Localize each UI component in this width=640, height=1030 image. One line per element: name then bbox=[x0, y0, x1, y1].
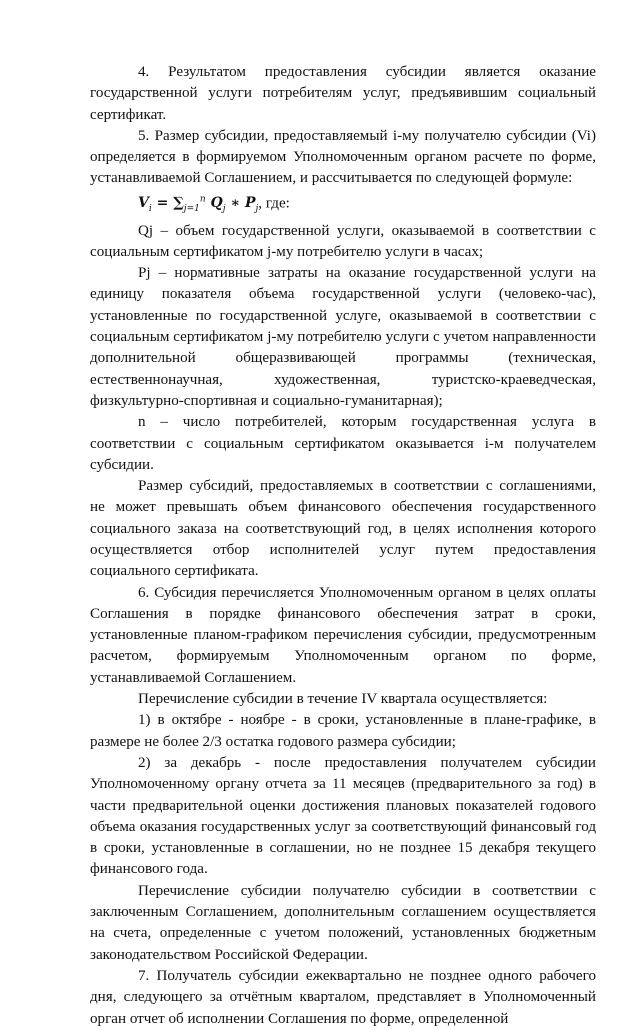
formula-times: ∗ bbox=[225, 195, 245, 212]
formula-v: V bbox=[138, 195, 149, 212]
q4-transfer-item-1: 1) в октябре - ноябре - в сроки, установленные в плане-графике, в размере не более 2/3 остатка годового размера субсидии; bbox=[90, 712, 596, 750]
paragraph-item-5: 5. Размер субсидии, предоставляемый i-му получателю субсидии (Vi) определяется в формируемом Уполномоченным органом расчете по форме, устанавливаемой Соглашением, и рассчитывается по следующей формуле: bbox=[90, 127, 596, 187]
formula-line bbox=[90, 190, 596, 221]
formula-sum-sign: ∑ bbox=[173, 195, 184, 212]
subsidy-formula bbox=[138, 194, 259, 215]
formula-q-index: j bbox=[222, 204, 226, 215]
formula-sum-lower: j=1 bbox=[183, 204, 200, 215]
definition-qj: Qj – объем государственной услуги, оказываемой в соответствии с социальным сертификатом j-му потребителю услуги в часах; bbox=[90, 222, 596, 260]
transfer-accounts-paragraph: Перечисление субсидии получателю субсидии в соответствии с заключенным Соглашением, дополнительным соглашением осуществляется на счета, определенные с учетом положений, установленных бюджетным законодательством Российской Федерации. bbox=[90, 882, 596, 963]
formula-p: P bbox=[244, 195, 256, 212]
paragraph-item-7: 7. Получатель субсидии ежеквартально не позднее одного рабочего дня, следующего за отчётным кварталом, представляет в Уполномоченный орган отчет об исполнении Соглашения по форме, определенной bbox=[90, 967, 596, 1027]
paragraph-item-4: 4. Результатом предоставления субсидии является оказание государственной услуги потребителям услуг, предъявившим социальный сертификат. bbox=[90, 64, 596, 123]
formula-q: Q bbox=[205, 195, 223, 212]
paragraph-item-6: 6. Субсидия перечисляется Уполномоченным органом в целях оплаты Соглашения в порядке финансового обеспечения затрат в сроки, установленные планом-графиком перечисления субсидии, предусмотренным расчетом, формируемым Уполномоченным органом по форме, устанавливаемой Соглашением. bbox=[90, 584, 596, 686]
definition-n: n – число потребителей, которым государственная услуга в соответствии с социальным сертификатом оказывается i-м получателем субсидии. bbox=[90, 414, 596, 473]
definition-pj: Pj – нормативные затраты на оказание государственной услуги на единицу показателя объема государственной услуги (человеко-час), установленные по государственной услуге, оказываемой в соответствии с социальным сертификатом j-му потребителю услуги с учетом направленности дополнительной общеразвивающей программы (техническая, естественнонаучная, художественная, туристско-краеведческая, физкультурно-спортивная и социально-гуманитарная); bbox=[90, 265, 596, 409]
formula-suffix: , где: bbox=[258, 195, 290, 212]
formula-v-index: i bbox=[148, 204, 152, 215]
q4-transfer-intro: Перечисление субсидии в течение IV квартала осуществляется: bbox=[138, 691, 548, 708]
formula-p-index: j bbox=[255, 204, 259, 215]
q4-transfer-item-2: 2) за декабрь - после предоставления получателем субсидии Уполномоченному органу отчета за 11 месяцев (предварительного за год) в части предварительной оценки достижения плановых показателей годового объема оказания государственных услуг за соответствующий финансовый год в сроки, установленные в соглашении, но не позднее 15 декабря текущего финансового года. bbox=[90, 754, 596, 878]
formula-sum-upper: n bbox=[199, 194, 206, 205]
subsidy-limit-paragraph: Размер субсидий, предоставляемых в соответствии с соглашениями, не может превышать объем финансового обеспечения государственного социального заказа на соответствующий год, в целях исполнения которого осуществляется отбор исполнителей услуг путем предоставления социального сертификата. bbox=[90, 478, 596, 580]
formula-equals: = bbox=[151, 195, 174, 212]
